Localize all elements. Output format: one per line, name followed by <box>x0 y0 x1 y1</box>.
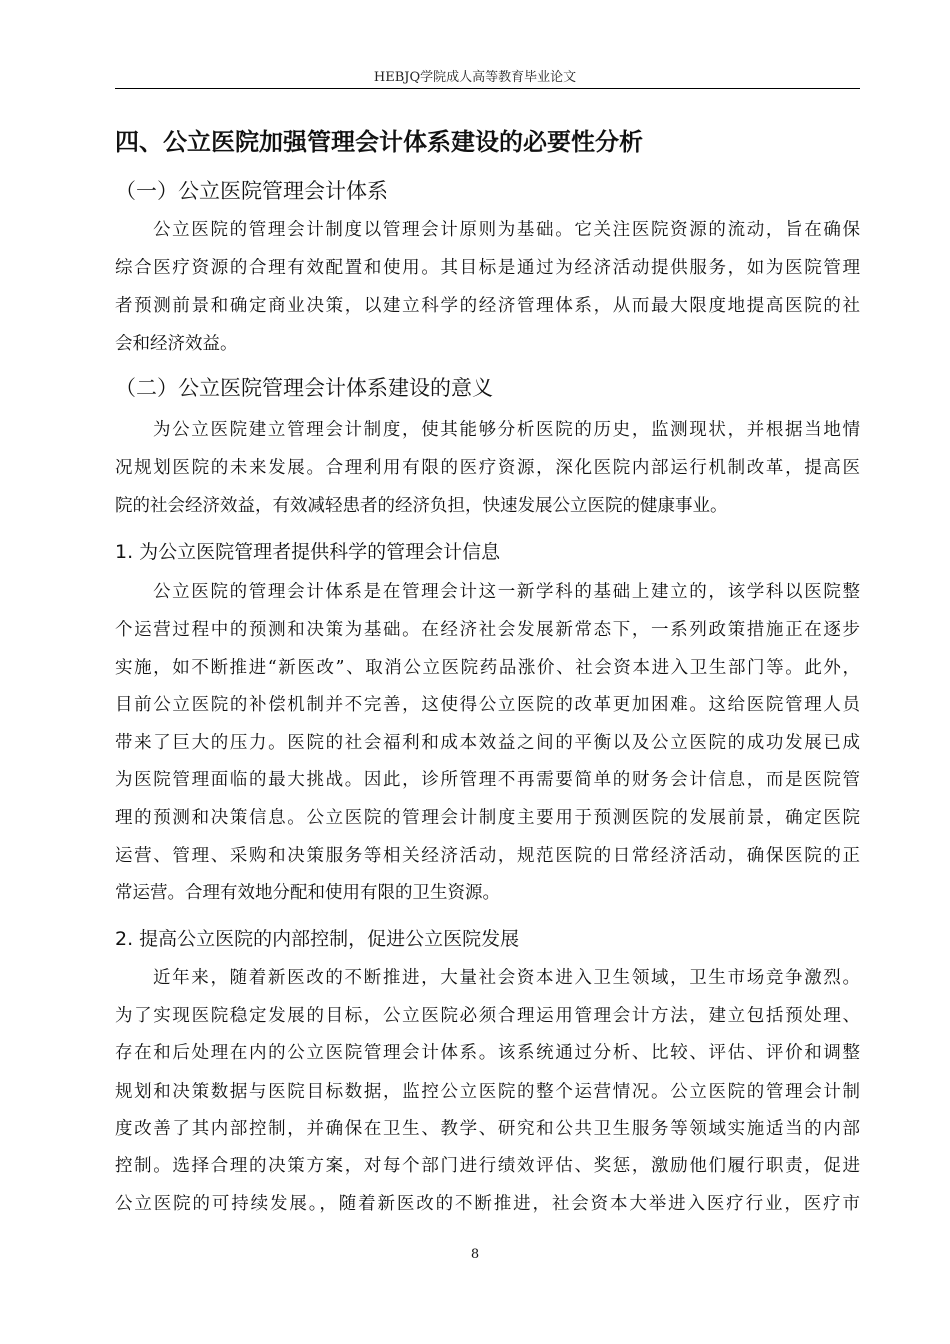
body-text-line: 带来了巨大的压力。医院的社会福利和成本效益之间的平衡以及公立医院的成功发展已成 <box>115 733 860 753</box>
body-text-line: 院的社会经济效益，有效减轻患者的经济负担，快速发展公立医院的健康事业。 <box>115 496 728 516</box>
subsection-heading-2: 2. 提高公立医院的内部控制，促进公立医院发展 <box>115 928 520 950</box>
header-rule <box>115 88 860 89</box>
body-text-line: 公立医院的管理会计体系是在管理会计这一新学科的基础上建立的，该学科以医院整 <box>153 582 860 602</box>
body-text-line: 控制。选择合理的决策方案，对每个部门进行绩效评估、奖惩，激励他们履行职责，促进 <box>115 1156 860 1176</box>
section-heading-1: （一）公立医院管理会计体系 <box>115 179 388 203</box>
body-text-line: 近年来，随着新医改的不断推进，大量社会资本进入卫生领域，卫生市场竞争激烈。 <box>153 968 860 988</box>
subsection-heading-1: 1. 为公立医院管理者提供科学的管理会计信息 <box>115 541 501 563</box>
page-number: 8 <box>470 1247 480 1262</box>
body-text-line: 公立医院的可持续发展。，随着新医改的不断推进，社会资本大举进入医疗行业，医疗市 <box>115 1194 860 1214</box>
body-text-line: 综合医疗资源的合理有效配置和使用。其目标是通过为经济活动提供服务，如为医院管理 <box>115 258 860 278</box>
body-text-line: 者预测前景和确定商业决策，以建立科学的经济管理体系，从而最大限度地提高医院的社 <box>115 296 860 316</box>
body-text-line: 常运营。合理有效地分配和使用有限的卫生资源。 <box>115 883 500 903</box>
body-text-line: 实施，如不断推进“新医改”、取消公立医院药品涨价、社会资本进入卫生部门等。此外， <box>115 658 860 678</box>
running-header: HEBJQ学院成人高等教育毕业论文 <box>373 70 577 85</box>
body-text-line: 规划和决策数据与医院目标数据，监控公立医院的整个运营情况。公立医院的管理会计制 <box>115 1082 860 1102</box>
body-text-line: 个运营过程中的预测和决策为基础。在经济社会发展新常态下，一系列政策措施正在逐步 <box>115 620 860 640</box>
body-text-line: 目前公立医院的补偿机制并不完善，这使得公立医院的改革更加困难。这给医院管理人员 <box>115 695 860 715</box>
body-text-line: 运营、管理、采购和决策服务等相关经济活动，规范医院的日常经济活动，确保医院的正 <box>115 846 860 866</box>
body-text-line: 存在和后处理在内的公立医院管理会计体系。该系统通过分析、比较、评估、评价和调整 <box>115 1043 860 1063</box>
body-text-line: 为公立医院建立管理会计制度，使其能够分析医院的历史，监测现状，并根据当地情 <box>153 420 860 440</box>
section-heading-2: （二）公立医院管理会计体系建设的意义 <box>115 376 493 400</box>
body-text-line: 况规划医院的未来发展。合理利用有限的医疗资源，深化医院内部运行机制改革，提高医 <box>115 458 860 478</box>
body-text-line: 理的预测和决策信息。公立医院的管理会计制度主要用于预测医院的发展前景，确定医院 <box>115 808 860 828</box>
body-text-line: 会和经济效益。 <box>115 334 238 354</box>
body-text-line: 为了实现医院稳定发展的目标，公立医院必须合理运用管理会计方法，建立包括预处理、 <box>115 1006 860 1026</box>
body-text-line: 公立医院的管理会计制度以管理会计原则为基础。它关注医院资源的流动，旨在确保 <box>153 220 860 240</box>
body-text-line: 度改善了其内部控制，并确保在卫生、教学、研究和公共卫生服务等领域实施适当的内部 <box>115 1119 860 1139</box>
body-text-line: 为医院管理面临的最大挑战。因此，诊所管理不再需要简单的财务会计信息，而是医院管 <box>115 770 860 790</box>
chapter-title: 四、公立医院加强管理会计体系建设的必要性分析 <box>115 128 643 156</box>
